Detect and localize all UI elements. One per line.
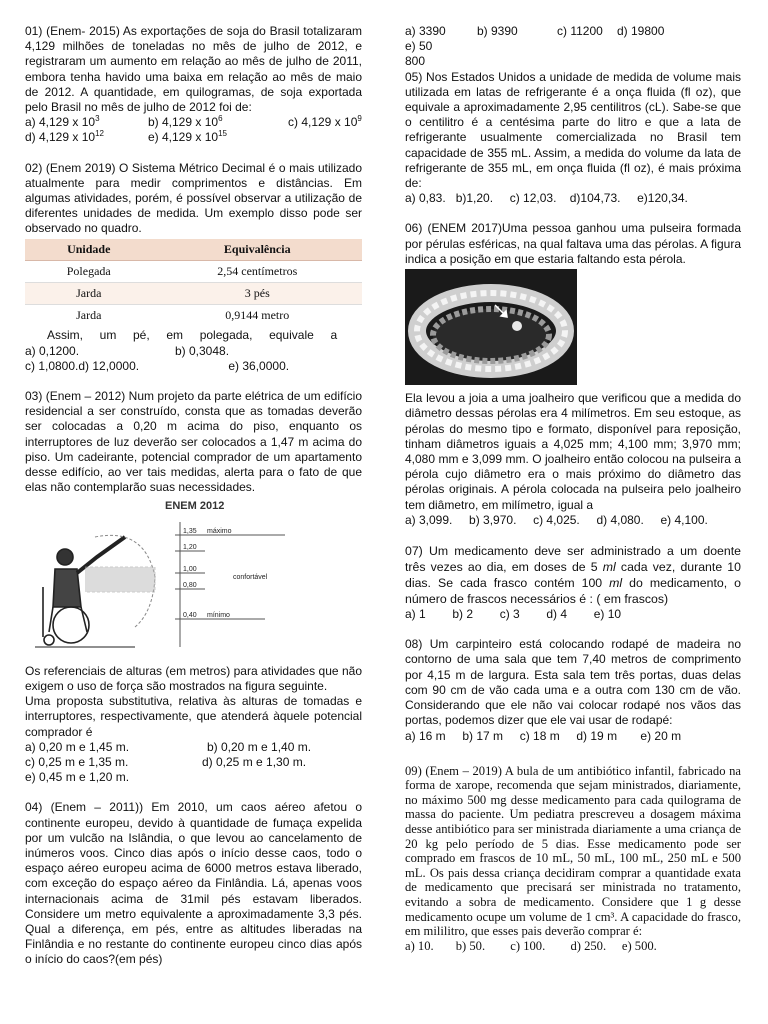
q1-stem: 01) (Enem- 2015) As exportações de soja do Brasil totalizaram 4,129 milhões de toneladas no mês de julho de 2012, e registraram um aumento em relação ao mês de julho de 2011, embora tenha havido uma baixa em relação ao mês de maio de 2012. A quantidade, em quilogramas, de soja exportada pelo Brasil no mês de julho de 2012 foi de:	[25, 24, 362, 115]
right-column	[405, 24, 741, 953]
table-cell: 2,54 centímetros	[153, 260, 362, 282]
q5-options[interactable]: a) 0,83. b)1,20. c) 12,03. d)104,73. e)120,34.	[405, 191, 688, 206]
question-04	[25, 800, 362, 967]
q2-options	[25, 344, 362, 374]
q3-option-a[interactable]: a) 0,20 m e 1,45 m.	[25, 739, 130, 754]
q2-stem: 02) (Enem 2019) O Sistema Métrico Decimal é o mais utilizado atualmente para medir comprimentos e distâncias. Em algumas atividades, porém, é possível observar a utilização de diferentes unidades de medida. Um exemplo disso pode ser observado no quadro.	[25, 160, 362, 236]
q2-option-e[interactable]: e) 36,0000.	[228, 358, 290, 373]
q6-after: Ela levou a joia a uma joalheiro que verificou que a medida do diâmetro dessas pérolas era 4 milímetros. Em seu estoque, as pérolas do mesmo tipo e formato, disponível para reposição, tinham diâmetros iguais a 4,025 mm; 4,100 mm; 3,970 mm; 4,080 mm e 3,099 mm. O joalheiro então colocou na pulseira a pérola cujo diâmetro era o mais próximo do diâmetro das pérolas originais. A pérola colocada na pulseira pelo joalheiro tem diâmetro, em milímetro, igual a	[405, 391, 741, 512]
label-minimo: mínimo	[207, 612, 230, 620]
q2-after: Assim, um pé, em polegada, equivale a	[47, 328, 338, 343]
q3-option-b[interactable]: b) 0,20 m e 1,40 m.	[207, 739, 312, 754]
missing-pearl-marker	[512, 321, 522, 331]
q3-after-2: Uma proposta substitutiva, relativa às alturas de tomadas e interruptores, respectivamente, que atenderá àquele potencial comprador é	[25, 694, 362, 739]
table-row	[25, 260, 362, 282]
question-03	[25, 389, 362, 785]
q4-options	[405, 24, 741, 70]
table-row	[25, 305, 362, 327]
q7-options[interactable]: a) 1 b) 2 c) 3 d) 4 e) 10	[405, 607, 622, 622]
q5-stem: 05) Nos Estados Unidos a unidade de medida de volume mais utilizada em latas de refrigerante é a onça fluida (fl oz), que equivale a aproximadamente 2,95 centilitros (cL). Sabe-se que o centilitro é a centésima parte do litro e que a lata de refrigerante usualmente comercializada no Brasil tem capacidade de 355 mL. Assim, a medida do volume da lata de refrigerante de 355 mL, em onça fluida (fl oz), é mais próxima de:	[405, 69, 741, 191]
q1-option-b[interactable]: b) 4,129 x $10^6$	[148, 114, 223, 130]
q9-options[interactable]: a) 10. b) 50. c) 100. d) 250. e) 500.	[405, 938, 657, 953]
q1-option-c[interactable]: c) 4,129 x $10^9$	[288, 114, 362, 130]
units-table	[25, 239, 362, 327]
table-row	[25, 283, 362, 305]
question-06	[405, 221, 741, 528]
label-confortavel: confortável	[233, 574, 268, 582]
q3-options	[25, 740, 362, 786]
table-cell: 0,9144 metro	[153, 305, 362, 327]
q2-option-b[interactable]: b) 0,3048.	[175, 343, 230, 358]
question-08	[405, 637, 741, 743]
label-120: 1,20	[183, 544, 197, 552]
table-cell: 3 pés	[153, 283, 362, 305]
q4-option-d[interactable]: d) 19800	[617, 24, 665, 38]
q4-option-a[interactable]: a) 3390	[405, 24, 446, 38]
table-header-unit: Unidade	[25, 239, 153, 261]
question-01	[25, 24, 362, 146]
q9-stem: 09) (Enem – 2019) A bula de um antibiótico infantil, fabricado na forma de xarope, recomenda que sejam ministrados, diariamente, no máximo 500 mg desse medicamento para cada quilograma de massa do paciente. Um pediatra prescreveu a dosagem máxima desse antibiótico para ser ministrada diariamente a uma criança de 20 kg pelo período de 5 dias. Esse medicamento pode ser comprado em frascos de 10 mL, 50 mL, 100 mL, 250 mL e 500 mL. Os pais dessa criança decidiram comprar a quantidade exata de medicamento que precisará ser ministrada no tratamento, evitando a sobra de medicamento. Considere que 1 g desse medicamento ocupe um volume de 1 cm³. A capacidade do frasco, em mililitro, que esses pais deverão comprar é:	[405, 763, 741, 939]
table-cell: Jarda	[25, 283, 153, 305]
question-02	[25, 161, 362, 374]
figure-title: ENEM 2012	[165, 500, 225, 513]
q8-options[interactable]: a) 16 m b) 17 m c) 18 m d) 19 m e) 20 m	[405, 728, 682, 743]
q2-option-d[interactable]: d) 12,0000.	[78, 358, 140, 373]
q3-stem: 03) (Enem – 2012) Num projeto da parte elétrica de um edifício residencial a ser construído, consta que as tomadas deverão ser colocadas a 0,20 m acima do piso, enquanto os interruptores de luz deverão ser colocados a 1,47 m acima do piso. Um cadeirante, potencial comprador de um apartamento desse edifício, ao ver tais medidas, alerta para o fato de que elas não contemplarão suas necessidades.	[25, 389, 362, 495]
q4-stem: 04) (Enem – 2011)) Em 2010, um caos aéreo afetou o continente europeu, devido à quantidade de fumaça expelida por um vulcão na Islândia, o que levou ao cancelamento de inúmeros voos. Cinco dias após o início desse caos, todo o espaço aéreo europeu acima de 6000 metros estava liberado, com exceção do espaço aéreo da Finlândia. Lá, apenas voos internacionais acima de 31mil pés estavam liberados. Considere um metro equivalente a aproximadamente 3,3 pés. Qual a diferença, em pés, entre as altitudes liberadas na Finlândia e no restante do continente europeu cinco dias após o início do caos?(em pés)	[25, 800, 362, 967]
question-05	[405, 70, 741, 207]
pearl-bracelet-photo	[405, 269, 741, 389]
q4-option-e-cont: 800	[405, 54, 426, 69]
q4-option-c[interactable]: c) 11200	[557, 24, 603, 38]
q4-option-e[interactable]: e) 50	[405, 39, 433, 54]
q3-option-c[interactable]: c) 0,25 m e 1,35 m.	[25, 754, 129, 769]
label-135: 1,35	[183, 528, 197, 536]
q3-after-1: Os referenciais de alturas (em metros) para atividades que não exigem o uso de força são mostrados na figura seguinte.	[25, 663, 362, 693]
question-04-options	[405, 24, 741, 70]
label-080: 0,80	[183, 582, 197, 590]
label-040: 0,40	[183, 612, 197, 620]
label-100: 1,00	[183, 566, 197, 574]
q3-option-e[interactable]: e) 0,45 m e 1,20 m.	[25, 770, 130, 785]
q2-option-a[interactable]: a) 0,1200.	[25, 343, 80, 358]
q1-option-d[interactable]: d) 4,129 x $10^{12}$	[25, 129, 104, 145]
q3-option-d[interactable]: d) 0,25 m e 1,30 m.	[202, 754, 307, 769]
q2-option-c[interactable]: c) 1,0800.	[25, 358, 79, 373]
q7-stem: 07) Um medicamento deve ser administrado a um doente três vezes ao dia, em doses de 5 ml cada vez, durante 10 dias. Se cada frasco contém 100 ml do medicamento, o número de frascos necessários é : ( em frascos)	[405, 544, 741, 607]
label-maximo: máximo	[207, 528, 232, 536]
q6-stem: 06) (ENEM 2017)Uma pessoa ganhou uma pulseira formada por pérulas esféricas, na qual faltava uma das pérolas. A figura indica a posição em que estaria faltando esta pérola.	[405, 221, 741, 266]
table-cell: Polegada	[25, 260, 153, 282]
q1-option-e[interactable]: e) 4,129 x $10^{15}$	[148, 129, 227, 145]
table-cell: Jarda	[25, 305, 153, 327]
q1-option-a[interactable]: a) 4,129 x $10^3$	[25, 114, 100, 130]
reach-arcs	[85, 536, 155, 628]
q1-options	[25, 115, 362, 145]
left-column	[25, 24, 362, 968]
question-09	[405, 764, 741, 954]
q8-stem: 08) Um carpinteiro está colocando rodapé de madeira no contorno de uma sala que tem 7,40 metros de comprimento por 4,15 m de largura. Esta sala tem três portas, duas delas com 90 cm de vão cada uma e a outra com 130 cm de vão. Considerando que ele não vai colocar rodapé nos vãos das portas, podemos dizer que ele vai usar de rodapé:	[405, 637, 741, 728]
q4-option-b[interactable]: b) 9390	[477, 24, 518, 38]
table-header-equivalence: Equivalência	[153, 239, 362, 261]
q6-options[interactable]: a) 3,099. b) 3,970. c) 4,025. d) 4,080. e) 4,100.	[405, 512, 708, 527]
question-07	[405, 543, 741, 622]
wheelchair-figure	[25, 497, 362, 661]
